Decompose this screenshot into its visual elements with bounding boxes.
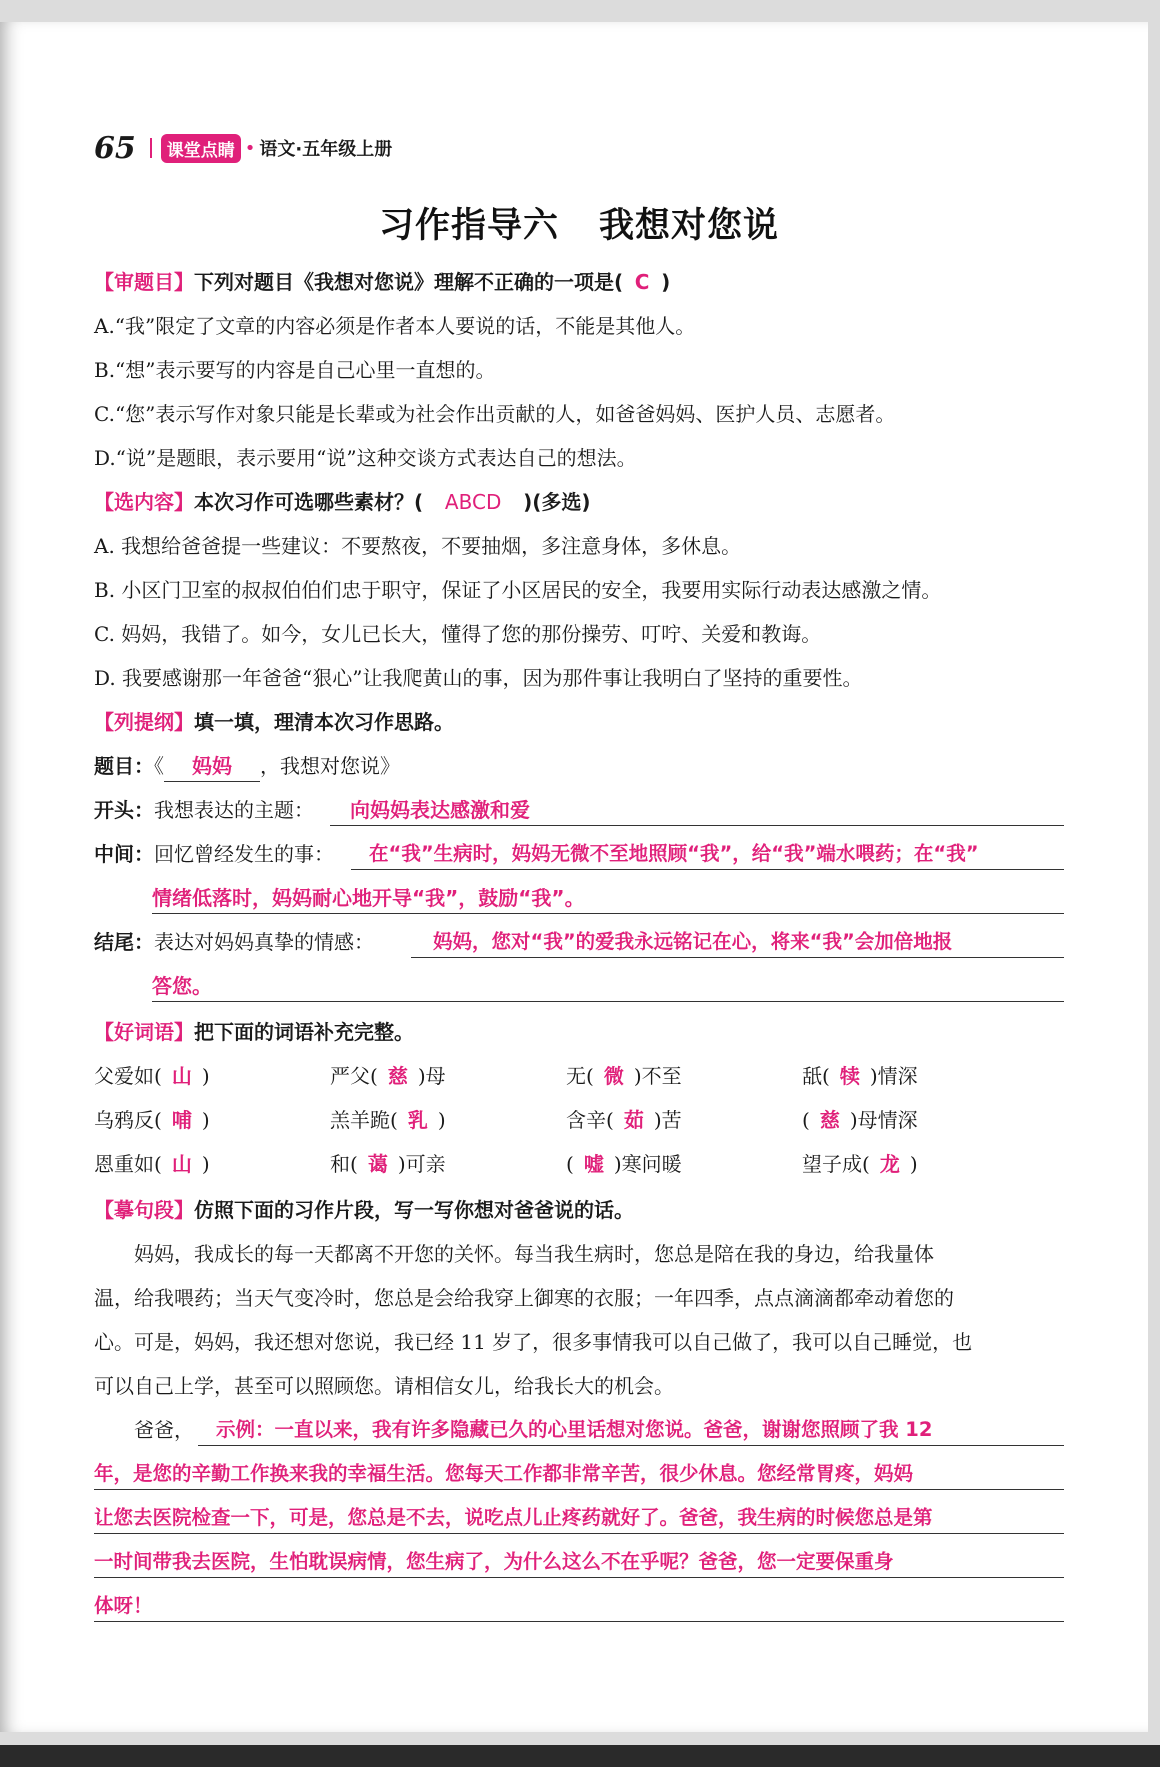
word-item <box>566 1149 682 1179</box>
word-item <box>802 1149 918 1179</box>
sec1-tag: 【审题目】 <box>94 270 194 294</box>
outline-middle-label: 中间： <box>94 842 154 866</box>
word-item <box>94 1061 210 1091</box>
outline-title-rest: ，我想对您说》 <box>260 754 400 778</box>
word-suffix: )母情深 <box>849 1108 918 1132</box>
word-item <box>566 1061 682 1091</box>
outline-ending-label: 结尾： <box>94 930 154 954</box>
sec2-option-b: B. 小区门卫室的叔叔伯伯们忠于职守，保证了小区居民的安全，我要用实际行动表达感激之情。 <box>94 578 942 602</box>
sec2-option-a: A. 我想给爸爸提一些建议：不要熬夜，不要抽烟，多注意身体，多休息。 <box>94 534 742 558</box>
sec1-answer: C <box>634 270 650 294</box>
word-item <box>94 1149 210 1179</box>
word-prefix: 无( <box>566 1064 594 1088</box>
sec4-tag: 【好词语】 <box>94 1020 194 1044</box>
sec4-heading <box>94 1017 414 1047</box>
answer-line-5: 体呀！ <box>94 1591 1064 1622</box>
outline-title-open: 《 <box>154 754 164 778</box>
word-suffix: )寒问暖 <box>613 1152 682 1176</box>
sample-line-3: 心。可是，妈妈，我还想对您说，我已经 11 岁了，很多事情我可以自己做了，我可以自己睡觉，也 <box>94 1330 973 1354</box>
word-answer: 犊 <box>839 1064 860 1088</box>
word-suffix: ) <box>909 1152 918 1176</box>
header-dot: • <box>244 137 256 159</box>
answer-line-2: 年，是您的辛勤工作换来我的幸福生活。您每天工作都非常辛苦，很少休息。您经常胃疼，妈妈 <box>94 1459 1064 1490</box>
outline-opening-label: 开头： <box>94 798 154 822</box>
word-prefix: 望子成( <box>802 1152 870 1176</box>
outline-opening-row <box>94 795 314 825</box>
sec1-option-c: C.“您”表示写作对象只能是长辈或为社会作出贡献的人，如爸爸妈妈、医护人员、志愿者。 <box>94 402 896 426</box>
sec2-answer: ABCD <box>444 490 502 514</box>
word-item <box>802 1061 918 1091</box>
outline-middle-prompt: 回忆曾经发生的事： <box>154 842 334 866</box>
sec2-tag: 【选内容】 <box>94 490 194 514</box>
word-item <box>330 1149 446 1179</box>
sec5-tag: 【摹句段】 <box>94 1198 194 1222</box>
sample-line-2: 温，给我喂药；当天气变冷时，您总是会给我穿上御寒的衣服；一年四季，点点滴滴都牵动着您的 <box>94 1286 954 1310</box>
word-suffix: ) <box>201 1152 210 1176</box>
word-prefix: 乌鸦反( <box>94 1108 162 1132</box>
answer-prefix: 爸爸， <box>94 1418 194 1442</box>
sample-line-4: 可以自己上学，甚至可以照顾您。请相信女儿，给我长大的机会。 <box>94 1374 674 1398</box>
word-item <box>566 1105 682 1135</box>
word-prefix: 恩重如( <box>94 1152 162 1176</box>
word-item <box>330 1105 446 1135</box>
sec1-question <box>94 267 670 297</box>
outline-title-row <box>94 751 400 782</box>
outline-middle-answer-2: 情绪低落时，妈妈耐心地开导“我”，鼓励“我”。 <box>152 883 1064 914</box>
outline-title-answer: 妈妈 <box>164 751 260 782</box>
word-suffix: )苦 <box>653 1108 682 1132</box>
sec4-instruction: 把下面的词语补充完整。 <box>194 1020 414 1044</box>
word-answer: 乳 <box>407 1108 428 1132</box>
outline-title-label: 题目： <box>94 754 154 778</box>
sec1-option-a: A.“我”限定了文章的内容必须是作者本人要说的话，不能是其他人。 <box>94 314 696 338</box>
sec5-heading <box>94 1195 634 1225</box>
sec2-question <box>94 487 591 517</box>
word-suffix: )母 <box>417 1064 446 1088</box>
word-answer: 慈 <box>387 1064 408 1088</box>
subject-label: 语文·五年级上册 <box>259 139 393 160</box>
word-prefix: 和( <box>330 1152 358 1176</box>
word-suffix: )可亲 <box>397 1152 446 1176</box>
word-prefix: 严父( <box>330 1064 378 1088</box>
header-divider <box>150 138 152 158</box>
outline-ending-answer-1: 妈妈，您对“我”的爱我永远铭记在心，将来“我”会加倍地报 <box>411 927 1064 958</box>
sec5-instruction: 仿照下面的习作片段，写一写你想对爸爸说的话。 <box>194 1198 634 1222</box>
word-answer: 慈 <box>819 1108 840 1132</box>
word-answer: 山 <box>171 1064 192 1088</box>
word-answer: 哺 <box>171 1108 192 1132</box>
word-suffix: ) <box>201 1108 210 1132</box>
word-suffix: )情深 <box>869 1064 918 1088</box>
outline-ending-answer-2: 答您。 <box>152 971 1064 1002</box>
word-prefix: ( <box>566 1152 574 1176</box>
word-item <box>802 1105 918 1135</box>
answer-line-4: 一时间带我去医院，生怕耽误病情，您生病了，为什么这么不在乎呢？爸爸，您一定要保重身 <box>94 1547 1064 1578</box>
answer-line-3: 让您去医院检查一下，可是，您总是不去，说吃点儿止疼药就好了。爸爸，我生病的时候您总是第 <box>94 1503 1064 1534</box>
word-answer: 嘘 <box>583 1152 604 1176</box>
page-number: 65 <box>94 130 136 166</box>
textbook-page <box>0 22 1148 1732</box>
sec1-question-text: 下列对题目《我想对您说》理解不正确的一项是( <box>194 270 624 294</box>
sec3-heading <box>94 707 454 737</box>
word-prefix: ( <box>802 1108 810 1132</box>
brand-badge: 课堂点睛 <box>161 134 241 163</box>
word-suffix: ) <box>201 1064 210 1088</box>
sec2-option-d: D. 我要感谢那一年爸爸“狠心”让我爬黄山的事，因为那件事让我明白了坚持的重要性。 <box>94 666 863 690</box>
word-suffix: ) <box>437 1108 446 1132</box>
page-title <box>94 198 1064 248</box>
outline-opening-answer: 向妈妈表达感激和爱 <box>330 795 1064 826</box>
sec2-option-c: C. 妈妈，我错了。如今，女儿已长大，懂得了您的那份操劳、叮咛、关爱和教诲。 <box>94 622 822 646</box>
sample-line-1: 妈妈，我成长的每一天都离不开您的关怀。每当我生病时，您总是陪在我的身边，给我量体 <box>94 1242 934 1266</box>
word-answer: 茹 <box>623 1108 644 1132</box>
sec1-option-d: D.“说”是题眼，表示要用“说”这种交谈方式表达自己的想法。 <box>94 446 637 470</box>
word-answer: 微 <box>603 1064 624 1088</box>
word-item <box>330 1061 446 1091</box>
word-item <box>94 1105 210 1135</box>
word-answer: 山 <box>171 1152 192 1176</box>
sec3-instruction: 填一填，理清本次习作思路。 <box>194 710 454 734</box>
sec1-option-b: B.“想”表示要写的内容是自己心里一直想的。 <box>94 358 496 382</box>
word-prefix: 羔羊跪( <box>330 1108 398 1132</box>
word-prefix: 舐( <box>802 1064 830 1088</box>
word-answer: 蔼 <box>367 1152 388 1176</box>
outline-middle-answer-1: 在“我”生病时，妈妈无微不至地照顾“我”，给“我”端水喂药；在“我” <box>351 839 1064 870</box>
word-answer: 龙 <box>879 1152 900 1176</box>
bottom-bar <box>0 1745 1160 1767</box>
outline-ending-row <box>94 927 374 957</box>
page-header <box>94 126 392 170</box>
word-prefix: 含辛( <box>566 1108 614 1132</box>
title-sub: 我想对您说 <box>599 206 780 246</box>
sec2-question-text: 本次习作可选哪些素材？( <box>194 490 424 514</box>
outline-ending-prompt: 表达对妈妈真挚的情感： <box>154 930 374 954</box>
answer-line-1: 示例：一直以来，我有许多隐藏已久的心里话想对您说。爸爸，谢谢您照顾了我 12 <box>198 1415 1064 1446</box>
outline-opening-prompt: 我想表达的主题： <box>154 798 314 822</box>
outline-middle-row <box>94 839 334 869</box>
sec2-close: )(多选) <box>523 490 591 514</box>
title-main: 习作指导六 <box>378 206 559 246</box>
word-prefix: 父爱如( <box>94 1064 162 1088</box>
word-suffix: )不至 <box>633 1064 682 1088</box>
sec1-close: ) <box>661 270 671 294</box>
sec3-tag: 【列提纲】 <box>94 710 194 734</box>
